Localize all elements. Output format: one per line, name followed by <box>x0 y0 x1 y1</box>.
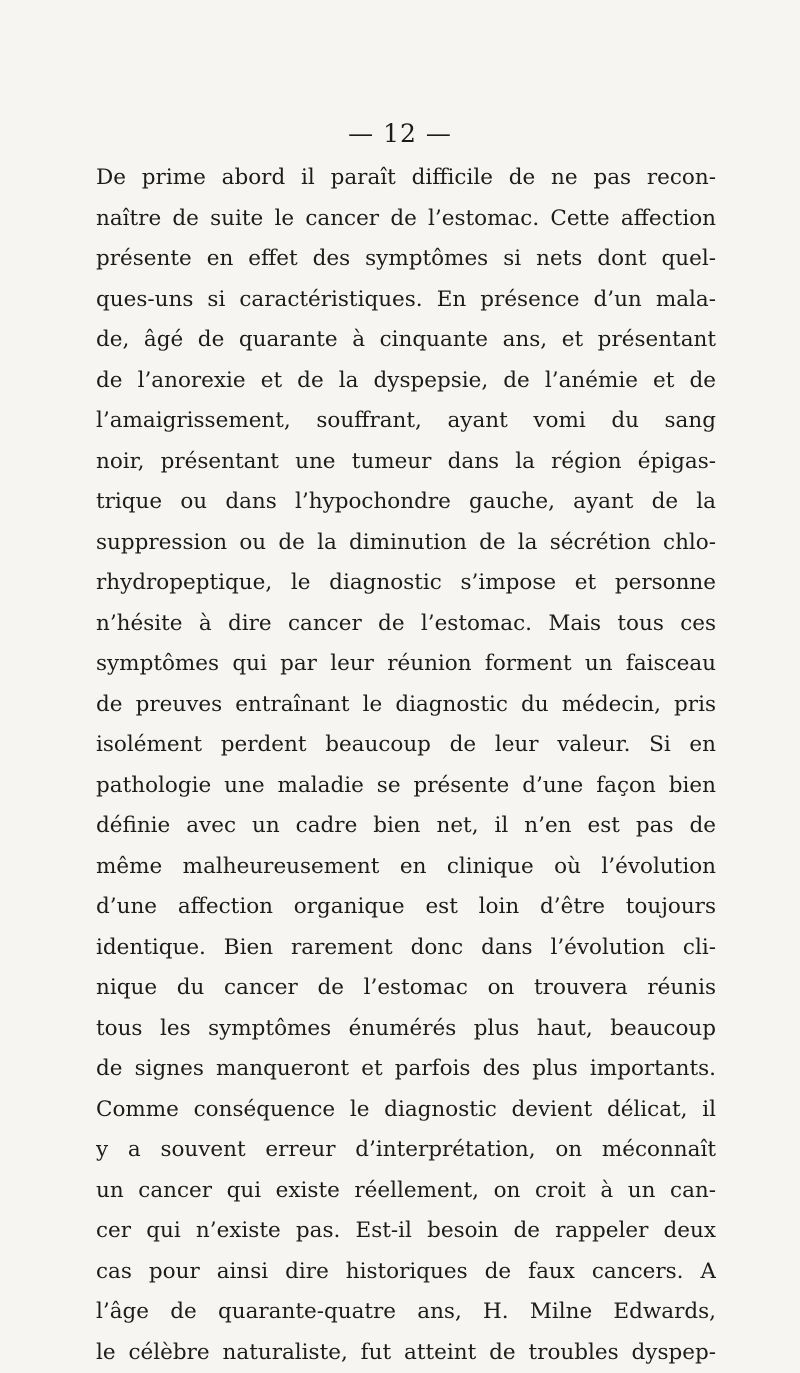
page-number: — 12 — <box>0 119 800 148</box>
text-line: noir, présentant une tumeur dans la région épigas- <box>96 442 716 483</box>
text-line: de signes manqueront et parfois des plus importants. <box>96 1049 716 1090</box>
text-line: De prime abord il paraît difficile de ne pas recon- <box>96 158 716 199</box>
text-line: trique ou dans l’hypochondre gauche, ayant de la <box>96 482 716 523</box>
text-line: de preuves entraînant le diagnostic du médecin, pris <box>96 685 716 726</box>
text-line: naître de suite le cancer de l’estomac. Cette affection <box>96 199 716 240</box>
text-line: un cancer qui existe réellement, on croit à un can- <box>96 1171 716 1212</box>
text-line: cer qui n’existe pas. Est-il besoin de rappeler deux <box>96 1211 716 1252</box>
text-line: l’amaigrissement, souffrant, ayant vomi du sang <box>96 401 716 442</box>
text-line: n’hésite à dire cancer de l’estomac. Mais tous ces <box>96 604 716 645</box>
text-line: de l’anorexie et de la dyspepsie, de l’anémie et de <box>96 361 716 402</box>
text-line: suppression ou de la diminution de la sécrétion chlo- <box>96 523 716 564</box>
text-line: l’âge de quarante-quatre ans, H. Milne Edwards, <box>96 1292 716 1333</box>
text-line: Comme conséquence le diagnostic devient délicat, il <box>96 1090 716 1131</box>
text-line: isolément perdent beaucoup de leur valeur. Si en <box>96 725 716 766</box>
text-line: de, âgé de quarante à cinquante ans, et présentant <box>96 320 716 361</box>
text-line: nique du cancer de l’estomac on trouvera réunis <box>96 968 716 1009</box>
text-line: identique. Bien rarement donc dans l’évolution cli- <box>96 928 716 969</box>
text-line: tous les symptômes énumérés plus haut, beaucoup <box>96 1009 716 1050</box>
text-line: pathologie une maladie se présente d’une façon bien <box>96 766 716 807</box>
text-line: d’une affection organique est loin d’être toujours <box>96 887 716 928</box>
text-line: ques-uns si caractéristiques. En présence d’un mala- <box>96 280 716 321</box>
text-line: rhydropeptique, le diagnostic s’impose et personne <box>96 563 716 604</box>
text-line: cas pour ainsi dire historiques de faux cancers. A <box>96 1252 716 1293</box>
text-line: le célèbre naturaliste, fut atteint de troubles dyspep- <box>96 1333 716 1373</box>
text-line: définie avec un cadre bien net, il n’en est pas de <box>96 806 716 847</box>
text-line: même malheureusement en clinique où l’évolution <box>96 847 716 888</box>
text-line: présente en effet des symptômes si nets dont quel- <box>96 239 716 280</box>
body-text <box>96 158 716 1373</box>
text-line: symptômes qui par leur réunion forment un faisceau <box>96 644 716 685</box>
text-line: y a souvent erreur d’interprétation, on méconnaît <box>96 1130 716 1171</box>
